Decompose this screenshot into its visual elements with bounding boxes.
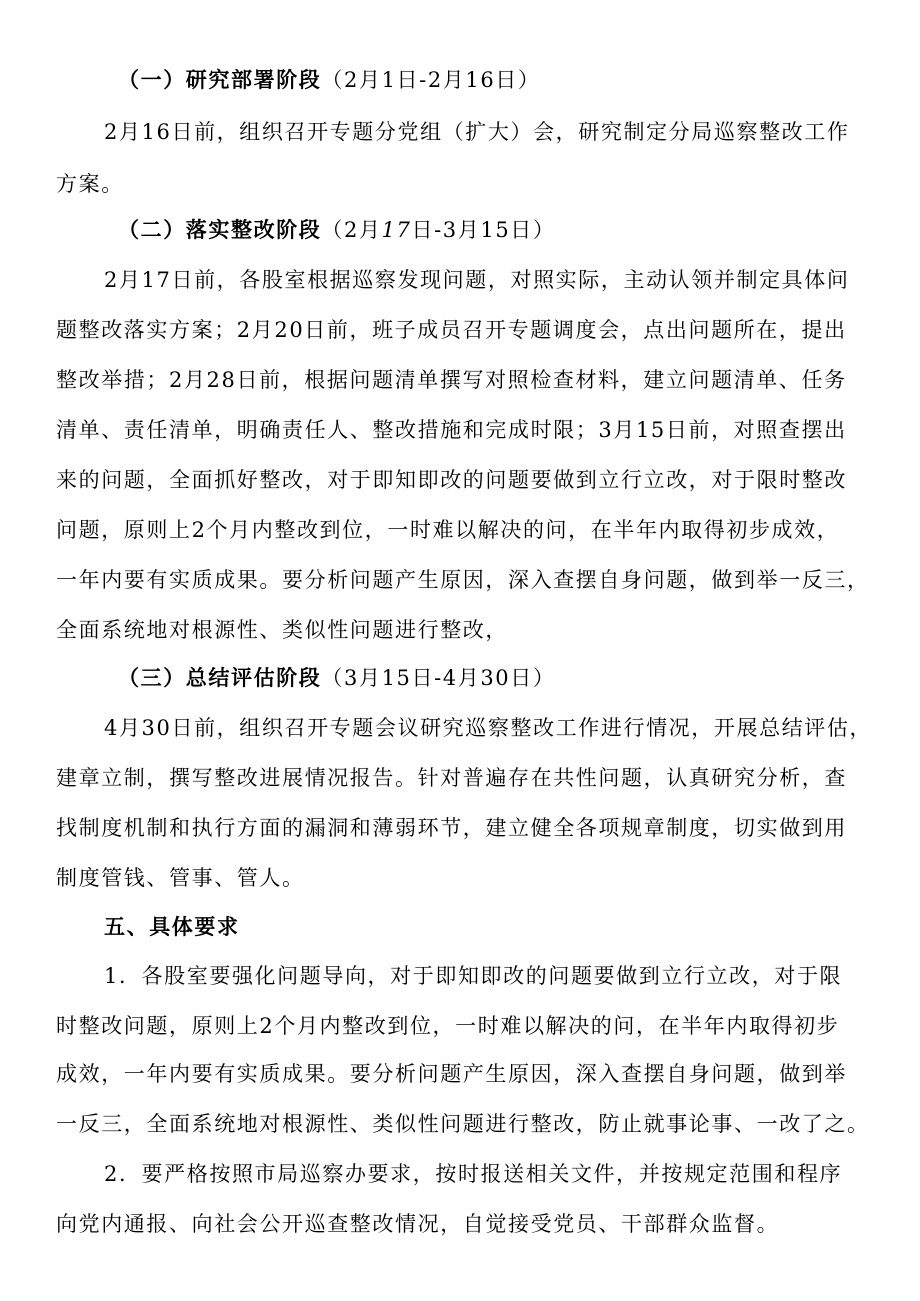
stage2-line-4: 清单、责任清单，明确责任人、整改措施和完成时限；3月15日前，对照查摆出 — [56, 418, 847, 442]
item2-line-1: 2．要严格按照市局巡察办要求，按时报送相关文件，并按规定范围和程序 — [104, 1162, 843, 1186]
stage2-heading-dates-a: （2月 — [321, 218, 382, 242]
stage2-line-7: 一年内要有实质成果。要分析问题产生原因，深入查摆自身问题，做到举一反三， — [56, 568, 870, 592]
item1-line-4: 一反三，全面系统地对根源性、类似性问题进行整改，防止就事论事、一改了之。 — [56, 1112, 870, 1136]
stage2-line-5: 来的问题，全面抓好整改，对于即知即改的问题要做到立行立改，对于限时整改 — [56, 468, 847, 492]
stage2-line-6: 问题，原则上2个月内整改到位，一时难以解决的问，在半年内取得初步成效， — [56, 518, 840, 542]
stage1-heading-title: （一）研究部署阶段 — [118, 67, 322, 92]
stage3-line-4: 制度管钱、管事、管人。 — [56, 866, 305, 890]
stage3-line-3: 找制度机制和执行方面的漏洞和薄弱环节，建立健全各项规章制度，切实做到用 — [56, 816, 847, 840]
item2-line-2: 向党内通报、向社会公开巡查整改情况，自觉接受党员、干部群众监督。 — [56, 1212, 780, 1236]
item1-line-3: 成效，一年内要有实质成果。要分析问题产生原因，深入查摆自身问题，做到举 — [56, 1062, 847, 1086]
stage2-heading — [118, 216, 555, 244]
stage3-line-2: 建章立制，撰写整改进展情况报告。针对普遍存在共性问题，认真研究分析，查 — [56, 766, 847, 790]
stage1-heading — [118, 66, 541, 94]
item1-line-2: 时整改问题，原则上2个月内整改到位，一时难以解决的问，在半年内取得初步 — [56, 1014, 840, 1038]
stage3-heading-title: （三）总结评估阶段 — [118, 665, 322, 690]
stage3-heading-dates: （3月15日-4月30日） — [321, 666, 556, 690]
stage1-line-2: 方案。 — [56, 172, 124, 196]
item1-line-1: 1．各股室要强化问题导向，对于即知即改的问题要做到立行立改，对于限 — [104, 964, 843, 988]
stage2-line-8: 全面系统地对根源性、类似性问题进行整改， — [56, 618, 508, 642]
part5-heading: 五、具体要求 — [104, 914, 240, 939]
stage2-heading-dates-c: 日-3月15日） — [411, 218, 556, 242]
stage1-heading-dates: （2月1日-2月16日） — [321, 68, 541, 92]
stage1-line-1: 2月16日前，组织召开专题分党组（扩大）会，研究制定分局巡察整改工作 — [104, 120, 850, 144]
stage2-line-3: 整改举措；2月28日前，根据问题清单撰写对照检查材料，建立问题清单、任务 — [56, 368, 847, 392]
stage2-line-1: 2月17日前，各股室根据巡察发现问题，对照实际，主动认领并制定具体问 — [104, 268, 850, 292]
stage3-heading — [118, 664, 555, 692]
stage2-heading-dates-b: 17 — [381, 218, 412, 242]
stage2-heading-title: （二）落实整改阶段 — [118, 217, 322, 242]
stage2-line-2: 题整改落实方案；2月20日前，班子成员召开专题调度会，点出问题所在，提出 — [56, 318, 847, 342]
stage3-line-1: 4月30日前，组织召开专题会议研究巡察整改工作进行情况，开展总结评估， — [104, 716, 873, 740]
